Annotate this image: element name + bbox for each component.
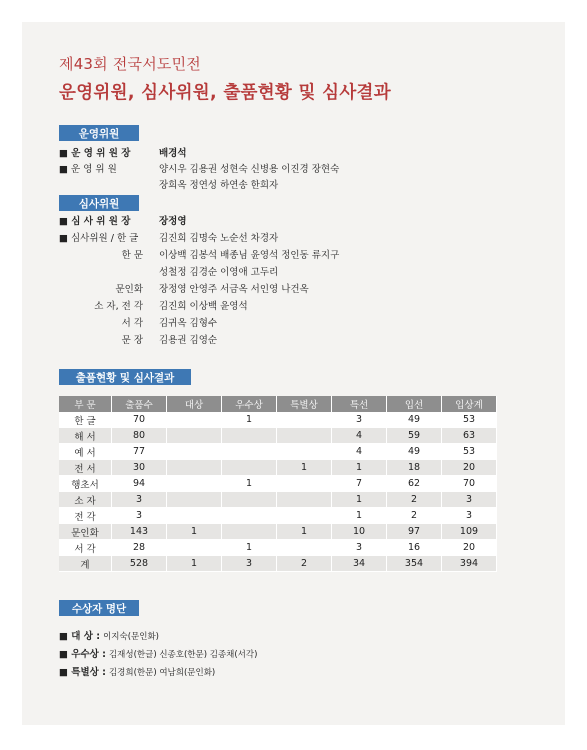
page-title: 운영위원, 심사위원, 출품현황 및 심사결과 [59, 83, 391, 103]
award-text: 이지숙(문인화) [103, 632, 159, 642]
row-value: 장정영 안영주 서금옥 서인영 나건옥 [159, 284, 309, 295]
row-label: ■ 심사위원 / 한 글 [59, 233, 139, 244]
table-row [59, 524, 497, 540]
table-cell: 62 [387, 476, 442, 492]
row-category-cell: 소 자 [59, 492, 112, 508]
row-category-cell: 전 각 [59, 508, 112, 524]
section-label-operating: 운영위원 [59, 125, 139, 141]
table-cell [167, 492, 222, 508]
row-category-cell: 전 서 [59, 460, 112, 476]
table-cell: 1 [167, 556, 222, 572]
table-cell: 4 [332, 428, 387, 444]
table-cell [167, 428, 222, 444]
row-category-cell: 예 서 [59, 444, 112, 460]
table-cell [277, 412, 332, 428]
row-label: ■ 운 영 위 원 장 [59, 148, 131, 159]
table-cell: 143 [112, 524, 167, 540]
table-cell: 53 [442, 444, 497, 460]
row-label: 문인화 [115, 284, 143, 295]
table-cell [167, 476, 222, 492]
event-title: 제43회 전국서도민전 [59, 55, 201, 73]
table-cell [167, 460, 222, 476]
table-cell [167, 540, 222, 556]
table-cell: 1 [332, 492, 387, 508]
row-value: 김용권 김영순 [159, 335, 218, 346]
table-cell: 1 [222, 476, 277, 492]
award-excellence [59, 646, 257, 660]
table-cell [277, 428, 332, 444]
table-cell: 3 [222, 556, 277, 572]
table-cell: 34 [332, 556, 387, 572]
table-cell: 80 [112, 428, 167, 444]
row-label: 한 문 [121, 250, 143, 261]
row-category-cell: 행초서 [59, 476, 112, 492]
table-cell: 4 [332, 444, 387, 460]
table-row [59, 412, 497, 428]
table-cell: 30 [112, 460, 167, 476]
col-header: 우수상 [222, 396, 277, 412]
table-cell [277, 492, 332, 508]
col-header: 대상 [167, 396, 222, 412]
table-cell [277, 444, 332, 460]
row-label: 서 각 [121, 318, 143, 329]
row-label: ■ 운 영 위 원 [59, 164, 117, 175]
table-row [59, 492, 497, 508]
table-cell: 70 [112, 412, 167, 428]
table-cell: 1 [277, 460, 332, 476]
table-cell [167, 444, 222, 460]
table-cell [222, 524, 277, 540]
award-text: 김재성(한글) 신종호(한문) 김종채(서각) [108, 650, 258, 660]
table-cell: 28 [112, 540, 167, 556]
table-cell: 18 [387, 460, 442, 476]
table-cell: 59 [387, 428, 442, 444]
table-cell [222, 508, 277, 524]
table-cell [222, 460, 277, 476]
section-label-stats: 출품현황 및 심사결과 [59, 369, 191, 385]
section-label-judging: 심사위원 [59, 195, 139, 211]
table-row [59, 508, 497, 524]
table-cell: 1 [332, 460, 387, 476]
table-cell [277, 508, 332, 524]
table-cell: 2 [387, 492, 442, 508]
table-cell [277, 476, 332, 492]
table-row [59, 460, 497, 476]
row-value: 김진희 이상백 윤영석 [159, 301, 248, 312]
table-cell: 1 [277, 524, 332, 540]
award-label: ■ 우수상 : [59, 649, 106, 660]
results-table [59, 396, 497, 572]
table-row [59, 444, 497, 460]
row-value: 김진희 김명숙 노순선 차경자 [159, 233, 279, 244]
award-label: ■ 대 상 : [59, 631, 101, 642]
table-cell: 49 [387, 412, 442, 428]
table-cell: 1 [332, 508, 387, 524]
section-label-awards: 수상자 명단 [59, 600, 139, 616]
table-cell: 1 [222, 412, 277, 428]
row-category-cell: 계 [59, 556, 112, 572]
row-category-cell: 한 글 [59, 412, 112, 428]
row-label: 소 자, 전 각 [94, 301, 143, 312]
award-special [59, 664, 215, 678]
table-cell: 2 [277, 556, 332, 572]
table-cell: 70 [442, 476, 497, 492]
table-cell [167, 508, 222, 524]
row-value: 김귀옥 김형수 [159, 318, 218, 329]
table-row [59, 540, 497, 556]
table-cell: 3 [442, 508, 497, 524]
table-row [59, 556, 497, 572]
table-cell: 77 [112, 444, 167, 460]
table-header-row [59, 396, 497, 412]
table-cell: 528 [112, 556, 167, 572]
row-label: ■ 심 사 위 원 장 [59, 216, 131, 227]
table-cell: 3 [112, 508, 167, 524]
table-cell [222, 444, 277, 460]
row-value: 배경석 [159, 148, 187, 159]
row-category-cell: 해 서 [59, 428, 112, 444]
table-cell: 2 [387, 508, 442, 524]
table-cell: 109 [442, 524, 497, 540]
table-cell: 3 [442, 492, 497, 508]
row-value: 성철정 김경순 이영애 고두리 [159, 267, 279, 278]
row-value: 이상백 김봉석 배종님 윤영석 정인동 류지구 [159, 250, 340, 261]
table-cell: 97 [387, 524, 442, 540]
table-cell: 3 [332, 412, 387, 428]
col-header: 입선 [387, 396, 442, 412]
col-header: 특별상 [277, 396, 332, 412]
table-cell: 3 [332, 540, 387, 556]
table-cell: 7 [332, 476, 387, 492]
row-category-cell: 문인화 [59, 524, 112, 540]
col-header: 입상계 [442, 396, 497, 412]
table-cell: 49 [387, 444, 442, 460]
table-row [59, 476, 497, 492]
table-cell: 10 [332, 524, 387, 540]
table-cell: 53 [442, 412, 497, 428]
table-cell: 20 [442, 540, 497, 556]
col-header: 출품수 [112, 396, 167, 412]
table-cell [222, 492, 277, 508]
col-header: 특선 [332, 396, 387, 412]
table-cell [277, 540, 332, 556]
table-cell: 16 [387, 540, 442, 556]
row-category-cell: 서 각 [59, 540, 112, 556]
table-cell [167, 412, 222, 428]
award-text: 김경희(한문) 여남희(문인화) [108, 668, 216, 678]
table-cell: 1 [167, 524, 222, 540]
award-grand-prize [59, 628, 159, 642]
table-cell: 20 [442, 460, 497, 476]
table-cell: 3 [112, 492, 167, 508]
table-cell: 394 [442, 556, 497, 572]
row-value: 장희옥 정연성 하연송 한희자 [159, 180, 279, 191]
table-cell: 1 [222, 540, 277, 556]
row-value: 양시우 김용권 성현숙 신병용 이진경 장현숙 [159, 164, 340, 175]
row-label: 문 장 [121, 335, 143, 346]
col-header: 부 문 [59, 396, 112, 412]
table-cell [222, 428, 277, 444]
row-value: 장정영 [159, 216, 187, 227]
table-cell: 63 [442, 428, 497, 444]
table-row [59, 428, 497, 444]
table-cell: 94 [112, 476, 167, 492]
award-label: ■ 특별상 : [59, 667, 106, 678]
table-cell: 354 [387, 556, 442, 572]
